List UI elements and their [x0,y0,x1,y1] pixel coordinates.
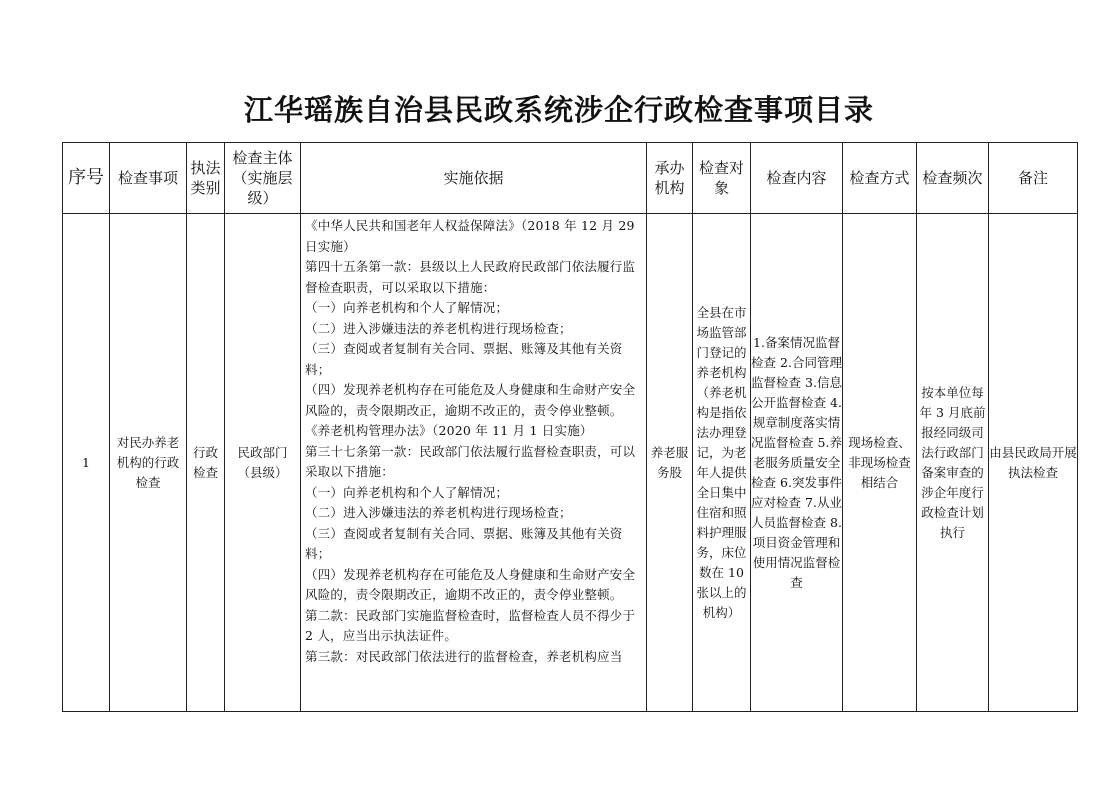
cell-item: 对民办养老机构的行政检查 [110,214,187,712]
basis-line: 《养老机构管理办法》（2020 年 11 月 1 日实施） [305,423,593,438]
basis-line: （二）进入涉嫌违法的养老机构进行现场检查； [305,505,572,520]
cell-basis [301,214,647,712]
inspection-table [62,142,1078,712]
cell-enforce-type: 行政检查 [187,214,225,712]
cell-seq: 1 [63,214,110,712]
header-frequency: 检查频次 [917,143,989,214]
basis-line: （三）查阅或者复制有关合同、票据、账簿及其他有关资料； [305,341,623,377]
header-method: 检查方式 [843,143,917,214]
header-item: 检查事项 [110,143,187,214]
cell-subject: 民政部门（县级） [225,214,301,712]
cell-content: 1.备案情况监督检查 2.合同管理监督检查 3.信息公开监督检查 4.规章制度落实情况监督检查 5.养老服务质量安全检查 6.突发事件应对检查 7.从业人员监督检查 8.项目资金管理和使用情况监督检查 [751,214,843,712]
basis-line: 《中华人民共和国老年人权益保障法》（2018 年 12 月 29 日实施） [305,218,635,254]
header-content: 检查内容 [751,143,843,214]
header-enforce-type: 执法类别 [187,143,225,214]
basis-line: （一）向养老机构和个人了解情况； [305,484,509,500]
header-seq: 序号 [63,143,110,214]
basis-text [301,214,646,711]
cell-method: 现场检查、非现场检查相结合 [843,214,917,712]
cell-object: 全县在市场监管部门登记的养老机构（养老机构是指依法办理登记，为老年人提供全日集中住宿和照料护理服务，床位数在 10 张以上的机构） [693,214,751,712]
header-basis: 实施依据 [301,143,647,214]
basis-line: （三）查阅或者复制有关合同、票据、账簿及其他有关资料； [305,525,623,561]
page-title: 江华瑶族自治县民政系统涉企行政检查事项目录 [243,93,874,127]
header-org: 承办机构 [647,143,693,214]
cell-frequency: 按本单位每年 3 月底前报经同级司法行政部门备案审查的涉企年度行政检查计划执行 [917,214,989,712]
basis-line: 第四十五条第一款：县级以上人民政府民政部门依法履行监督检查职责，可以采取以下措施： [305,259,636,295]
cell-org: 养老服务股 [647,214,693,712]
basis-line: （四）发现养老机构存在可能危及人身健康和生命财产安全风险的，责令限期改正，逾期不改正的，责令停业整顿。 [305,566,636,602]
header-subject: 检查主体（实施层级） [225,143,301,214]
header-row [63,143,1078,214]
basis-line: 第三十七条第一款：民政部门依法履行监督检查职责，可以采取以下措施： [305,443,636,479]
table-row [63,214,1078,712]
header-note: 备注 [989,143,1078,214]
basis-line: （一）向养老机构和个人了解情况； [305,300,509,315]
basis-line: 第三款：对民政部门依法进行的监督检查，养老机构应当 [305,648,623,664]
basis-line: 第二款：民政部门实施监督检查时，监督检查人员不得少于 2 人，应当出示执法证件。 [305,607,636,643]
header-object: 检查对象 [693,143,751,214]
basis-line: （四）发现养老机构存在可能危及人身健康和生命财产安全风险的，责令限期改正，逾期不改正的，责令停业整顿。 [305,382,636,418]
basis-line: （二）进入涉嫌违法的养老机构进行现场检查； [305,320,572,336]
cell-note: 由县民政局开展执法检查 [989,214,1078,712]
